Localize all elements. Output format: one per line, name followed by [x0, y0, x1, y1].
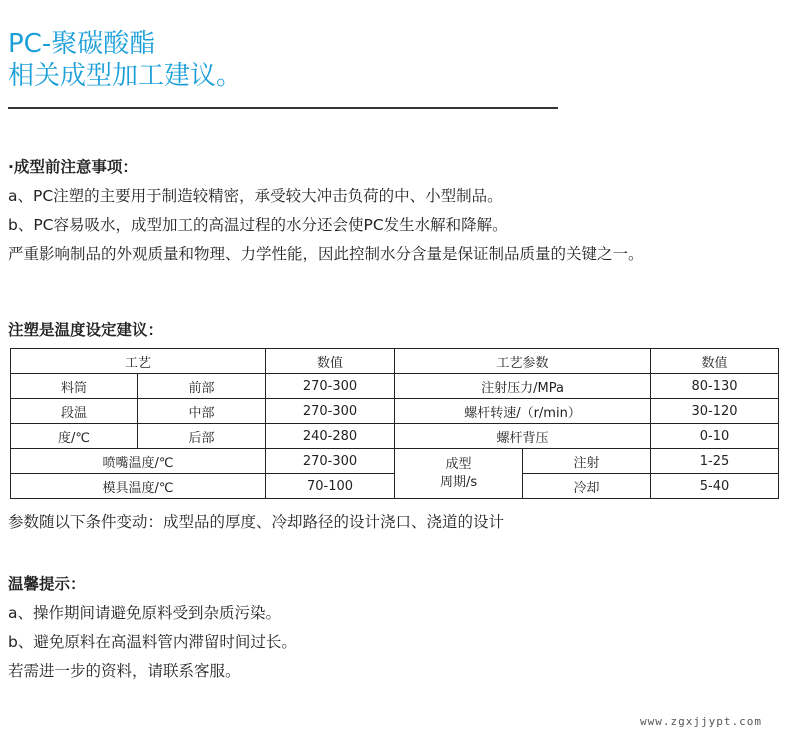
- table-cell: 1-25: [651, 449, 779, 474]
- table-header-row: [11, 349, 779, 374]
- table-cell: 前部: [138, 374, 266, 399]
- tip-item: b、避免原料在高温料管内滞留时间过长。: [8, 633, 297, 651]
- table-row: [11, 449, 779, 474]
- page-title: [8, 28, 242, 92]
- tips-heading: 温馨提示：: [8, 575, 86, 593]
- table-cell: 注射压力/MPa: [395, 374, 651, 399]
- table-cell: 270-300: [266, 399, 395, 424]
- cycle-label-2: 周期/s: [439, 474, 478, 490]
- table-row: [11, 424, 779, 449]
- precautions-heading: ·成型前注意事项：: [8, 158, 138, 176]
- table-cell: 270-300: [266, 449, 395, 474]
- table-header: 数值: [266, 349, 395, 374]
- table-cell: 冷却: [523, 474, 651, 499]
- table-cell: 30-120: [651, 399, 779, 424]
- table-cell: 70-100: [266, 474, 395, 499]
- table-header: 数值: [651, 349, 779, 374]
- temperature-setting-section: [8, 316, 163, 345]
- table-cell: 注射: [523, 449, 651, 474]
- table-row: [11, 399, 779, 424]
- precaution-item: b、PC容易吸水，成型加工的高温过程的水分还会使PC发生水解和降解。: [8, 216, 508, 234]
- table-cell: 80-130: [651, 374, 779, 399]
- cycle-label-1: 成型: [445, 456, 472, 472]
- table-cell: 模具温度/℃: [11, 474, 266, 499]
- temperature-setting-heading: 注塑是温度设定建议：: [8, 321, 164, 339]
- tip-item: a、操作期间请避免原料受到杂质污染。: [8, 604, 281, 622]
- title-line-1: PC-聚碳酸酯: [8, 29, 156, 59]
- watermark: www.zgxjjypt.com: [640, 715, 762, 728]
- cycle-cell: [395, 449, 523, 499]
- table-header: 工艺参数: [395, 349, 651, 374]
- tip-item: 若需进一步的资料，请联系客服。: [8, 662, 241, 680]
- table-cell: 喷嘴温度/℃: [11, 449, 266, 474]
- table-cell: 螺杆背压: [395, 424, 651, 449]
- title-divider: [8, 107, 558, 109]
- title-line-2: 相关成型加工建议。: [8, 61, 243, 91]
- remark-text: 参数随以下条件变动：成型品的厚度、冷却路径的设计浇口、浇道的设计: [8, 513, 505, 531]
- table-cell: 270-300: [266, 374, 395, 399]
- precaution-item: 严重影响制品的外观质量和物理、力学性能，因此控制水分含量是保证制品质量的关键之一。: [8, 245, 644, 263]
- table-cell: 240-280: [266, 424, 395, 449]
- table-cell: 度/℃: [11, 424, 138, 449]
- table-cell: 中部: [138, 399, 266, 424]
- table-header: 工艺: [11, 349, 266, 374]
- parameter-table: [10, 348, 779, 499]
- precaution-item: a、PC注塑的主要用于制造较精密，承受较大冲击负荷的中、小型制品。: [8, 187, 503, 205]
- table-cell: 料筒: [11, 374, 138, 399]
- table-cell: 5-40: [651, 474, 779, 499]
- table-row: [11, 374, 779, 399]
- table-cell: 后部: [138, 424, 266, 449]
- remark-section: [8, 508, 504, 537]
- table-cell: 螺杆转速/（r/min）: [395, 399, 651, 424]
- table-cell: 段温: [11, 399, 138, 424]
- tips-section: [8, 570, 297, 686]
- precautions-section: [8, 153, 644, 269]
- table-cell: 0-10: [651, 424, 779, 449]
